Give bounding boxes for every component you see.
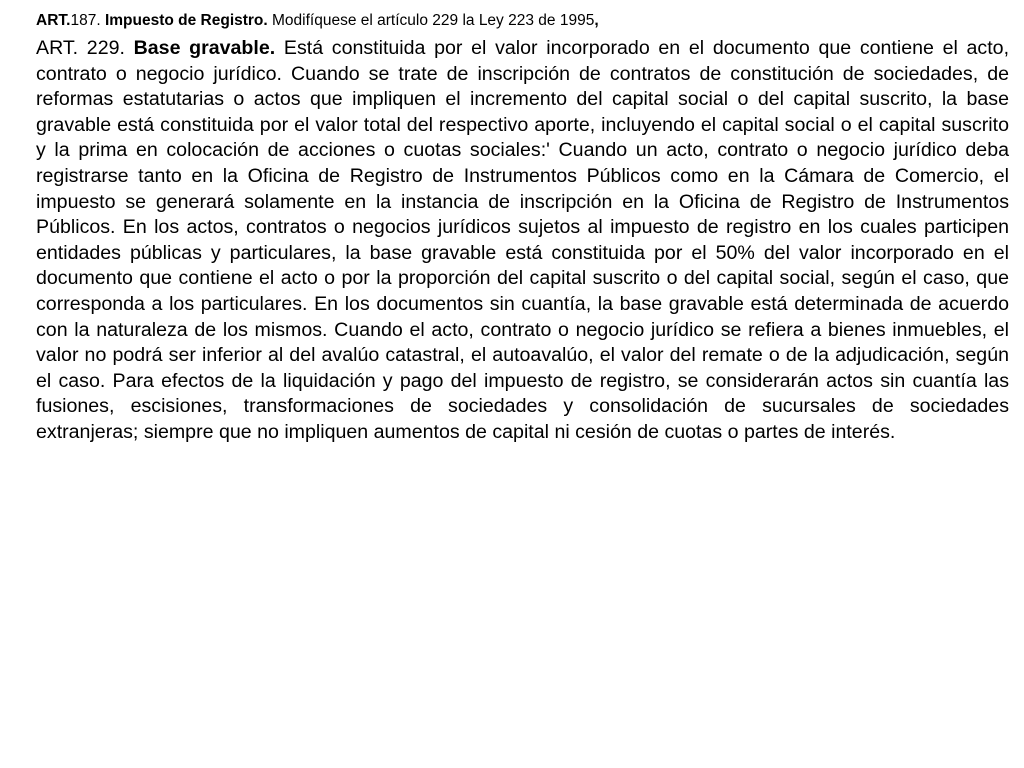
article-number: 187. [70,12,105,29]
body-text: Está constituida por el valor incorporado en el documento que contiene el acto, contrato o negocio jurídico. Cuando se trate de inscripción de contratos de constitución de sociedades, de reformas estatutarias o actos que impliquen el incremento del capital social o del capital suscrito, la base gravable está constituida por el valor total del respectivo aporte, incluyendo el capital social o el capital suscrito y la prima en colocación de acciones o cuotas sociales:' Cuando un acto, contrato o negocio jurídico deba registrarse tanto en la Oficina de Registro de Instrumentos Públicos como en la Cámara de Comercio, el impuesto se generará solamente en la instancia de inscripción en la Oficina de Registro de Instrumentos Públicos. En los actos, contratos o negocios jurídicos sujetos al impuesto de registro en los cuales participen entidades públicas y particulares, la base gravable está constituida por el 50% del valor incorporado en el documento que contiene el acto o por la proporción del capital suscrito o del capital social, según el caso, que corresponda a los particulares. En los documentos sin cuantía, la base gravable está determinada de acuerdo con la naturaleza de los mismos. Cuando el acto, contrato o negocio jurídico se refiera a bienes inmuebles, el valor no podrá ser inferior al del avalúo catastral, el autoavalúo, el valor del remate o de la adjudicación, según el caso. Para efectos de la liquidación y pago del impuesto de registro, se considerarán actos sin cuantía las fusiones, escisiones, transformaciones de sociedades y consolidación de sucursales de sociedades extranjeras; siempre que no impliquen aumentos de capital ni cesión de cuotas o partes de interés. [36,37,1010,443]
article-description: Modifíquese el artículo 229 la Ley 223 de 1995 [267,12,595,29]
heading-comma: , [594,12,599,29]
article-title: Impuesto de Registro. [104,12,268,29]
article-heading [36,10,1009,32]
article-label: ART. [36,12,71,29]
body-title: Base gravable. [133,37,276,59]
body-prefix: ART. 229. [36,37,134,59]
document-slide [36,10,1009,446]
article-body [36,36,1009,446]
